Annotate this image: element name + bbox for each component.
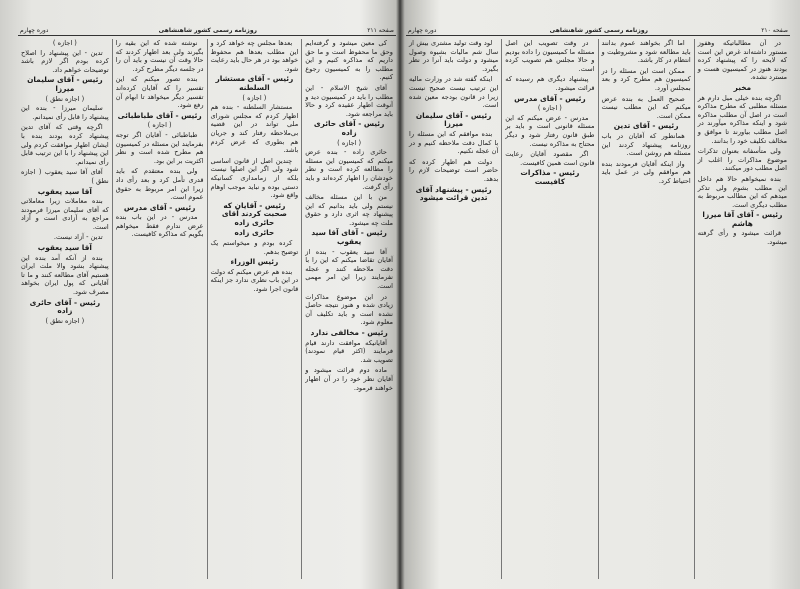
paragraph: ولی بنده معتقدم که باید قدری تأمل کرد و بعد رأی داد زیرا این امر مربوط به حقوق عموم است. (115, 167, 204, 202)
page-number: صفحه ۲۱۰ (761, 27, 788, 34)
paragraph: بعدها مجلس چه خواهد کرد و این مطلب بعدها هم محفوظ خواهد بود در هر حال باید رعایت شود. (210, 39, 299, 73)
paragraph: بنده تصور میکنم که این تفسیر را که آقایان کرده‌اند تفسیر دیگر میخواهد تا ابهام آن رفع شود. (115, 75, 204, 110)
paragraph: اینکه گفته شد در وزارت مالیه این ترتیب نیست صحیح نیست زیرا در قانون بودجه معین شده است. (409, 75, 499, 110)
right-page (406, 22, 790, 582)
paragraph: آقای آقا سید یعقوب ( اجازه نطق ) (21, 168, 109, 185)
speaker-heading: رئیس - آقای مدرس (514, 93, 586, 103)
text-column (501, 39, 597, 579)
stage-note: ( اجازه نطق ) (45, 316, 85, 325)
left-page-header (18, 22, 396, 36)
paragraph: من با این مسئله مخالف نیستم ولی باید بدانیم که این پیشنهاد چه اثری دارد و حقوق ملت چه میشود. (305, 193, 393, 227)
paragraph: مستشار السلطنه - بنده هم اظهار کردم که مجلس شورای ملی تواند در این قضیه بی‌ملاحظه رفتار کند و جریان هم بطوری که عرض کردم باشد. (210, 103, 299, 155)
paragraph: در وقت تصویب این اصل مسئله ما کمیسیون را داده بودیم و حالا مجلس هم تصویب کرده است. (505, 39, 595, 73)
text-column (406, 39, 501, 579)
speaker-heading: رئیس - آقای آقا سید یعقوب (311, 228, 387, 247)
paragraph: مدرس - در این باب بنده عرض ندارم فقط میخواهم بگویم که مذاکره کافیست. (115, 213, 204, 239)
paragraph: بنده معاملات زیرا معاملاتی که آقای سلیمان میرزا فرمودند مراجع به آزادی است و آزاد است. (21, 197, 109, 231)
paragraph: اما اگر بخواهند عموم بدانند باید مطالعه شود و مشروطیت و انتظام در کار باشد. (601, 39, 691, 65)
paragraph: چندین اصل از قانون اساسی شود ولی اگر این اصلها نیست بلکه از زمامداری کسانیکه دستی بوده و نباید موجب اوهام واقع شود. (210, 156, 299, 200)
speaker-heading: رئیس - آقای تدین (613, 121, 679, 131)
stage-note: ( اجازه ) (337, 138, 362, 147)
speaker-heading: رئیس الوزراء (230, 257, 279, 267)
paragraph: مدرس - عرض میکنم که این مسئله قانونی است و باید بر طبق قانون رفتار شود و دیگر محتاج به مذاکره نیست. (505, 113, 595, 148)
paragraph: دولت هم اظهار کرده که حاضر است توضیحات لازم را بدهد. (409, 157, 499, 183)
paragraph: در این موضوع مذاکرات زیادی شده و هنوز نتیجه حاصل نشده است و باید تکلیف آن معلوم شود. (305, 292, 393, 327)
paragraph: اگر مقصود آقایان رعایت قانون است همین کافیست. (505, 150, 595, 167)
paragraph: نوشته شده که این بقیه را بگیرند ولی بعد اظهار کردند که حالا وقت آن نیست و باید آن را در جلسه دیگر مطرح کرد. (115, 39, 204, 73)
speaker-heading: رئیس - پیشنهاد آقای تدین قرائت میشود (415, 184, 492, 203)
stage-note: ( اجازه ) (52, 39, 77, 47)
speaker-heading: رئیس - آقای آقا میرزا هاشم (702, 210, 783, 228)
speaker-heading: رئیس - آقایان که صحبت کردند آقای حائری زاده (221, 200, 287, 227)
speaker-heading: آقا سید یعقوب (37, 243, 92, 253)
text-column (18, 39, 112, 579)
paragraph: بنده هم عرض میکنم که دولت در این باب نظری ندارد جز اینکه قانون اجرا شود. (210, 267, 299, 294)
newspaper-title: روزنامه رسمی کشور شاهنشاهی (158, 27, 257, 34)
paragraph: اگرچه بنده خیلی میل دارم هر مسئله مطلبی که مطرح مذاکره است در اصل آن مطلب مذاکره شود و اینکه مذاکره میآورند در اصل مطلب بیاورند تا موافق و مخالف تکلیف خود را بدانند. (697, 93, 787, 145)
paragraph: در آن مطالباتیکه وهفوز مستور داشته‌اند غرض این است که لایحه را که پیشنهاد کرده بودند هنوز در کمیسیون هست و مسترد نشده. (697, 39, 787, 82)
paragraph: بنده از آنکه آمد بنده این پیشنهاد بشود والا ملت ایران هستیم آقای مطالعه کنند و ما تا آقایانی که پول ایران بخواهد مصرف شود. (21, 253, 109, 297)
session-label: دوره چهارم (20, 27, 49, 34)
paragraph: سلیمان میرزا - بنده این پیشنهاد را قابل رأی نمیدانم. (21, 104, 109, 121)
speaker-heading: آقا سید یعقوب (37, 186, 92, 196)
left-page-columns (18, 39, 396, 579)
session-label: دوره چهارم (408, 27, 437, 34)
newspaper-title: روزنامه رسمی کشور شاهنشاهی (549, 27, 648, 34)
text-column (301, 39, 396, 579)
paragraph: قرائت میشود و رأی گرفته میشود. (697, 229, 787, 247)
speaker-heading: رئیس - آقای مستشار السلطنه (215, 74, 294, 92)
right-page-header (406, 22, 790, 36)
paragraph: ممکن است این مسئله را در کمیسیون هم مطرح کرد و بعد بمجلس آورد. (601, 66, 691, 92)
paragraph: ماده دوم قرائت میشود و آقایان نظر خود را در آن اظهار خواهند فرمود. (305, 366, 393, 392)
paragraph: ولی متأسفانه بعنوان تذکرات موضوع مذاکرات را اغلب از اصل مطلب دور میکنند. (697, 147, 787, 173)
speaker-heading: رئیس - مخالفی ندارد (310, 328, 388, 337)
right-page-columns (406, 39, 790, 579)
paragraph: تدین - این پیشنهاد را اصلاح کرده بودم اگر لازم باشد توضیحات خواهم داد. (21, 48, 109, 74)
stage-note: ( اجازه ) (537, 104, 562, 113)
paragraph: اگرچه وقتی که آقای تدین پیشنهاد کرده بودند بنده با ایشان اظهار موافقت کردم ولی این پیشنهاد را با این ترتیب قابل رأی نمیدانم. (21, 123, 109, 166)
left-page (18, 22, 396, 582)
paragraph: صحیح العمل به بنده عرض میکنم که این مطلب نیست ممکن است. (601, 94, 691, 120)
paragraph: لود وقت تولید مشتری بیش از سال شم مالیات بشیوه وصول میشود و دولت باید آنرا در نظر بگیرد. (409, 39, 499, 73)
speaker-heading: رئیس - آقای سلیمان میرزا (27, 75, 103, 93)
speaker-heading: رئیس - آقای حائری زاده (313, 119, 385, 137)
paragraph: آقای شیخ الاسلام - این مطلب را باید در کمیسیون دید و آنوقت اظهار عقیده کرد و حالا باید مراجعه شود. (305, 83, 393, 118)
page-number: صفحه ۲۱۱ (367, 27, 394, 34)
paragraph: پیشنهاد دیگری هم رسیده که قرائت میشود. (505, 75, 595, 92)
paragraph: کی معین میشود و گرفته‌ایم وحق ما محفوظ است و ما حق داریم که مذاکره کنیم و این مطلب را به کمیسیون رجوع کنیم. (305, 39, 393, 82)
speaker-heading: حائری زاده (234, 228, 275, 238)
speaker-heading: رئیس - آقای حائری زاده (29, 297, 101, 316)
paragraph: همانطور که آقایان در باب روزنامه پیشنهاد کردند این مسئله هم روشن است. (601, 131, 691, 158)
paragraph: تدین - آزاد نیست. (53, 233, 103, 242)
paragraph: بنده نمیخواهم حالا هم داخل این مطلب بشوم ولی تذکر میدهم که این مطالب مربوط به مطلب دیگری است. (697, 174, 787, 209)
stage-note: ( اجازه نطق ) (45, 94, 85, 103)
paragraph: کرده بودم و میخواستم یک توضیح بدهم. (210, 239, 299, 256)
speaker-heading: رئیس - آقای طباطبائی (117, 110, 202, 120)
paragraph: حائری زاده - بنده عرض میکنم که کمیسیون این مسئله را مطالعه کرده است و نظر خودشان را اظهار کرده‌اند و باید رأی گرفت. (305, 148, 393, 191)
speaker-heading: رئیس - آقای سلیمان میرزا (415, 110, 492, 129)
speaker-heading: رئیس - آقای مدرس (123, 202, 196, 212)
speaker-heading: رئیس - مذاکرات کافیست (520, 168, 580, 186)
text-column (598, 39, 694, 579)
paragraph: بنده موافقم که این مسئله را با کمال دقت ملاحظه کنیم و در آن عجله نکنیم. (409, 129, 499, 156)
stage-note: ( اجازه ) (242, 93, 267, 102)
stage-note: ( اجازه ) (147, 121, 172, 130)
text-column (694, 39, 790, 579)
speaker-heading: مخبر (733, 82, 752, 92)
paragraph: آقایانیکه موافقت دارند قیام فرمایند (اکثر قیام نمودند) تصویب شد. (305, 338, 393, 364)
paragraph: طباطبائی - آقایان اگر توجه بفرمایند این مسئله در کمیسیون هم مطرح شده است و نظر اکثریت بر این بود. (115, 130, 204, 165)
text-column (112, 39, 207, 579)
paragraph: آقا سید یعقوب - بنده از آقایان تقاضا میکنم که این را با دقت ملاحظه کنند و عجله نفرمایند زیرا این امر مهمی است. (305, 247, 393, 291)
text-column (207, 39, 302, 579)
paragraph: واز اینکه آقایان فرمودند بنده هم موافقم ولی در عمل باید احتیاط کرد. (601, 159, 691, 185)
